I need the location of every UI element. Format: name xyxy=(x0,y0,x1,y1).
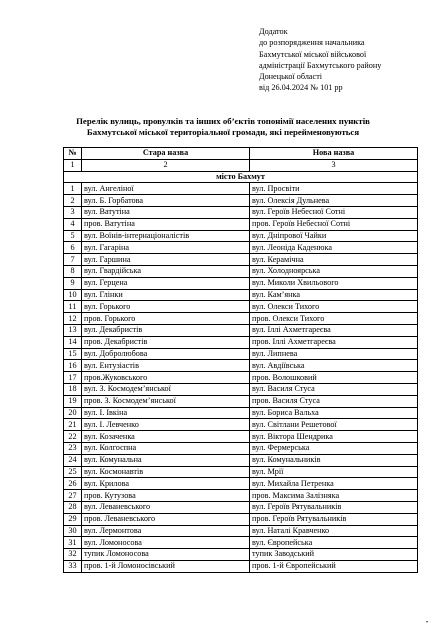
row-number: 22 xyxy=(64,431,82,443)
new-name-cell: вул. Олекси Тихого xyxy=(250,301,418,313)
new-name-cell: вул. Леоніда Каденюка xyxy=(250,242,418,254)
table-row xyxy=(64,466,418,478)
table-row xyxy=(64,537,418,549)
row-number: 29 xyxy=(64,513,82,525)
new-name-cell: вул. Іллі Ахметгареєва xyxy=(250,324,418,336)
row-number: 2 xyxy=(64,195,82,207)
old-name-cell: пров. 1-й Ломоносівський xyxy=(82,560,250,572)
table-row xyxy=(64,372,418,384)
new-name-cell: вул. Олексія Дульнева xyxy=(250,195,418,207)
table-row xyxy=(64,549,418,561)
appendix-line: адміністрації Бахмутського району xyxy=(259,60,382,70)
old-name-cell: вул. Гагаріна xyxy=(82,242,250,254)
old-name-cell: вул. Колгоспна xyxy=(82,442,250,454)
appendix-line: до розпорядження начальника xyxy=(259,38,365,48)
row-number: 3 xyxy=(64,206,82,218)
new-name-cell: вул. Мрії xyxy=(250,466,418,478)
row-number: 1 xyxy=(64,183,82,195)
table-row xyxy=(64,513,418,525)
new-name-cell: вул. Героїв Небесної Сотні xyxy=(250,206,418,218)
table-row xyxy=(64,478,418,490)
old-name-cell: вул. Б. Горбатова xyxy=(82,195,250,207)
column-index: 3 xyxy=(250,159,418,171)
table-row xyxy=(64,383,418,395)
row-number: 28 xyxy=(64,501,82,513)
old-name-cell: вул. Декабристів xyxy=(82,324,250,336)
old-name-cell: тупик Ломоносова xyxy=(82,549,250,561)
row-number: 5 xyxy=(64,230,82,242)
new-name-cell: вул. Європейська xyxy=(250,537,418,549)
column-index-row xyxy=(64,159,418,171)
row-number: 9 xyxy=(64,277,82,289)
table-row xyxy=(64,277,418,289)
table-row xyxy=(64,206,418,218)
old-name-cell: вул. Гвардійська xyxy=(82,265,250,277)
new-name-cell: пров. Героїв Небесної Сотні xyxy=(250,218,418,230)
new-name-cell: пров. Іллі Ахметгареєва xyxy=(250,336,418,348)
row-number: 17 xyxy=(64,372,82,384)
appendix-line: Бахмутської міської військової xyxy=(259,49,367,59)
section-title: місто Бахмут xyxy=(64,171,418,183)
row-number: 14 xyxy=(64,336,82,348)
row-number: 33 xyxy=(64,560,82,572)
table-row xyxy=(64,289,418,301)
table-row xyxy=(64,183,418,195)
appendix-line: Додаток xyxy=(259,27,288,36)
new-name-cell: вул. Віктора Шендрика xyxy=(250,431,418,443)
old-name-cell: пров. Горького xyxy=(82,313,250,325)
new-name-cell: вул. Фермерська xyxy=(250,442,418,454)
old-name-cell: пров. Леваневського xyxy=(82,513,250,525)
row-number: 6 xyxy=(64,242,82,254)
row-number: 27 xyxy=(64,490,82,502)
row-number: 32 xyxy=(64,549,82,561)
old-name-cell: вул. Добролюбова xyxy=(82,348,250,360)
table-row xyxy=(64,407,418,419)
row-number: 12 xyxy=(64,313,82,325)
table-row xyxy=(64,501,418,513)
new-name-cell: вул. Героїв Рятувальників xyxy=(250,501,418,513)
table-row xyxy=(64,395,418,407)
table-row xyxy=(64,454,418,466)
old-name-cell: пров. Декабристів xyxy=(82,336,250,348)
table-row xyxy=(64,230,418,242)
new-name-cell: вул. Комунальників xyxy=(250,454,418,466)
renaming-table xyxy=(63,147,418,573)
old-name-cell: пров. Ватутіна xyxy=(82,218,250,230)
table-row xyxy=(64,218,418,230)
row-number: 10 xyxy=(64,289,82,301)
table-row xyxy=(64,560,418,572)
old-name-cell: вул. Глінки xyxy=(82,289,250,301)
row-number: 31 xyxy=(64,537,82,549)
row-number: 15 xyxy=(64,348,82,360)
table-row xyxy=(64,442,418,454)
row-number: 18 xyxy=(64,383,82,395)
header-number: № xyxy=(64,148,82,160)
old-name-cell: пров. З. Космодем’янської xyxy=(82,395,250,407)
new-name-cell: пров. Олекси Тихого xyxy=(250,313,418,325)
row-number: 21 xyxy=(64,419,82,431)
row-number: 11 xyxy=(64,301,82,313)
old-name-cell: вул. Комунальна xyxy=(82,454,250,466)
new-name-cell: вул. Керамічна xyxy=(250,254,418,266)
new-name-cell: пров. Василя Стуса xyxy=(250,395,418,407)
appendix-block xyxy=(259,26,439,94)
old-name-cell: вул. Герцена xyxy=(82,277,250,289)
new-name-cell: вул. Василя Стуса xyxy=(250,383,418,395)
section-row xyxy=(64,171,418,183)
old-name-cell: пров.Жуковського xyxy=(82,372,250,384)
table-row xyxy=(64,348,418,360)
new-name-cell: пров. Героїв Рятувальників xyxy=(250,513,418,525)
old-name-cell: вул. Ангеліної xyxy=(82,183,250,195)
row-number: 30 xyxy=(64,525,82,537)
page-mark: • xyxy=(426,620,429,626)
column-index: 2 xyxy=(82,159,250,171)
row-number: 23 xyxy=(64,442,82,454)
table-row xyxy=(64,490,418,502)
table-row xyxy=(64,431,418,443)
new-name-cell: пров. Максима Залізняка xyxy=(250,490,418,502)
old-name-cell: пров. Кутузова xyxy=(82,490,250,502)
old-name-cell: вул. Ентузіастів xyxy=(82,360,250,372)
table-row xyxy=(64,265,418,277)
document-title-line-2: Бахмутської міської територіальної громади, які перейменовуються xyxy=(86,127,360,137)
row-number: 24 xyxy=(64,454,82,466)
new-name-cell: вул. Наталі Кравченко xyxy=(250,525,418,537)
old-name-cell: вул. Ломоносова xyxy=(82,537,250,549)
table-row xyxy=(64,336,418,348)
table-row xyxy=(64,254,418,266)
appendix-line: від 26.04.2024 № 101 рр xyxy=(259,83,343,93)
row-number: 13 xyxy=(64,324,82,336)
old-name-cell: вул. І. Івкіна xyxy=(82,407,250,419)
row-number: 26 xyxy=(64,478,82,490)
table-row xyxy=(64,360,418,372)
table-header-row xyxy=(64,148,418,160)
appendix-line: Донецької області xyxy=(259,72,323,82)
new-name-cell: вул. Дніпрової Чайки xyxy=(250,230,418,242)
row-number: 19 xyxy=(64,395,82,407)
old-name-cell: вул. Гаршина xyxy=(82,254,250,266)
table-row xyxy=(64,313,418,325)
new-name-cell: вул. Кам’янка xyxy=(250,289,418,301)
table-row xyxy=(64,242,418,254)
table-row xyxy=(64,525,418,537)
column-index: 1 xyxy=(64,159,82,171)
new-name-cell: вул. Світлани Решетової xyxy=(250,419,418,431)
header-new-name: Нова назва xyxy=(250,148,418,160)
new-name-cell: пров. 1-й Європейський xyxy=(250,560,418,572)
old-name-cell: вул. З. Космодем’янської xyxy=(82,383,250,395)
old-name-cell: вул. І. Левченко xyxy=(82,419,250,431)
new-name-cell: вул. Холодноярська xyxy=(250,265,418,277)
row-number: 25 xyxy=(64,466,82,478)
table-row xyxy=(64,419,418,431)
new-name-cell: пров. Волошковий xyxy=(250,372,418,384)
row-number: 8 xyxy=(64,265,82,277)
new-name-cell: вул. Липнева xyxy=(250,348,418,360)
old-name-cell: вул. Козаченка xyxy=(82,431,250,443)
new-name-cell: вул. Бориса Вальха xyxy=(250,407,418,419)
old-name-cell: вул. Воїнів-інтернаціоналістів xyxy=(82,230,250,242)
new-name-cell: вул. Михайла Петренка xyxy=(250,478,418,490)
table-row xyxy=(64,195,418,207)
new-name-cell: вул. Просвіти xyxy=(250,183,418,195)
row-number: 4 xyxy=(64,218,82,230)
new-name-cell: вул. Авдіївська xyxy=(250,360,418,372)
row-number: 20 xyxy=(64,407,82,419)
row-number: 16 xyxy=(64,360,82,372)
document-title-line-1: Перелік вулиць, провулків та інших об’єктів топонімії населених пунктів xyxy=(76,116,370,126)
old-name-cell: вул. Лермонтова xyxy=(82,525,250,537)
table-row xyxy=(64,301,418,313)
new-name-cell: тупик Заводський xyxy=(250,549,418,561)
new-name-cell: вул. Миколи Хвильового xyxy=(250,277,418,289)
old-name-cell: вул. Леваневського xyxy=(82,501,250,513)
old-name-cell: вул. Горького xyxy=(82,301,250,313)
table-row xyxy=(64,324,418,336)
row-number: 7 xyxy=(64,254,82,266)
old-name-cell: вул. Крилова xyxy=(82,478,250,490)
header-old-name: Стара назва xyxy=(82,148,250,160)
old-name-cell: вул. Космонавтів xyxy=(82,466,250,478)
old-name-cell: вул. Ватутіна xyxy=(82,206,250,218)
